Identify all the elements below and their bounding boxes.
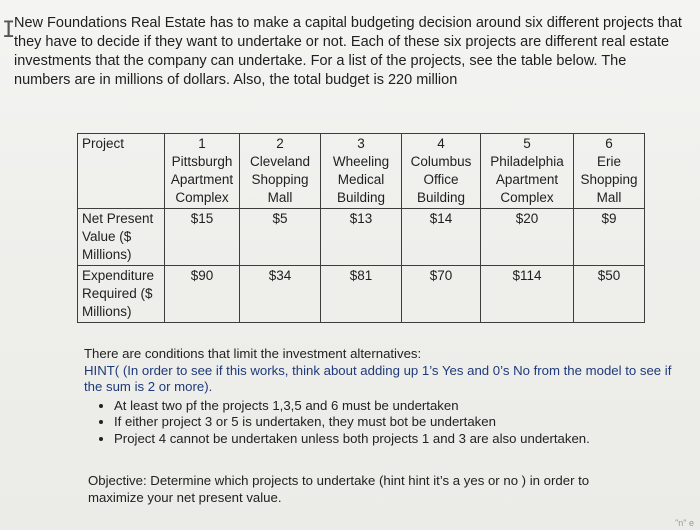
project-4-number: 4: [437, 136, 445, 151]
project-3-number: 3: [357, 136, 365, 151]
project-3-npv: $13: [321, 209, 402, 266]
project-2-name: Cleveland Shopping Mall: [249, 154, 311, 205]
project-header-row: [78, 134, 645, 209]
intro-paragraph: New Foundations Real Estate has to make a capital budgeting decision around six different projects that they have to decide if they want to undertake or not. Each of these six projects are different real estate investments that the company can undertake. For a list of the projects, see the table below. The numbers are in millions of dollars. Also, the total budget is 220 million: [14, 15, 682, 88]
condition-item: • If either project 3 or 5 is undertaken, they must bot be undertaken: [114, 414, 684, 431]
project-row-label: Project: [78, 134, 165, 209]
npv-row: [78, 209, 645, 266]
condition-item: • Project 4 cannot be undertaken unless both projects 1 and 3 are also undertaken.: [114, 431, 684, 448]
project-4-npv: $14: [402, 209, 481, 266]
project-2-expenditure: $34: [240, 266, 321, 323]
hint-text: HINT( (In order to see if this works, think about adding up 1’s Yes and 0’s No from the model to see if the sum is 2 or more).: [84, 362, 672, 394]
project-5-npv: $20: [481, 209, 574, 266]
project-5-number: 5: [523, 136, 531, 151]
project-3-expenditure: $81: [321, 266, 402, 323]
project-4-expenditure: $70: [402, 266, 481, 323]
project-1-expenditure: $90: [165, 266, 240, 323]
project-6-npv: $9: [574, 209, 645, 266]
project-1-npv: $15: [165, 209, 240, 266]
condition-item: • At least two pf the projects 1,3,5 and 6 must be undertaken: [114, 398, 684, 415]
project-1-name: Pittsburgh Apartment Complex: [170, 154, 234, 205]
project-5-header: [481, 134, 574, 209]
project-2-npv: $5: [240, 209, 321, 266]
projects-table: [77, 133, 645, 323]
conditions-section: [84, 346, 684, 447]
project-1-number: 1: [198, 136, 206, 151]
project-1-header: [165, 134, 240, 209]
conditions-heading: There are conditions that limit the investment alternatives:: [84, 346, 422, 361]
project-3-name: Wheeling Medical Building: [332, 154, 390, 205]
project-5-expenditure: $114: [481, 266, 574, 323]
npv-row-label: Net Present Value ($ Millions): [78, 209, 165, 266]
project-4-header: [402, 134, 481, 209]
project-6-number: 6: [605, 136, 613, 151]
project-6-header: [574, 134, 645, 209]
corner-watermark: "n" e: [675, 518, 694, 528]
project-2-header: [240, 134, 321, 209]
project-4-name: Columbus Office Building: [410, 154, 472, 205]
objective-text: Objective: Determine which projects to undertake (hint hint it’s a yes or no ) in order to maximize your net present value.: [88, 473, 590, 505]
project-6-expenditure: $50: [574, 266, 645, 323]
project-3-header: [321, 134, 402, 209]
expenditure-row: [78, 266, 645, 323]
project-2-number: 2: [276, 136, 284, 151]
text-cursor-icon: I: [2, 18, 16, 43]
expenditure-row-label: Expenditure Required ($ Millions): [78, 266, 165, 323]
project-5-name: Philadelphia Apartment Complex: [490, 154, 564, 205]
project-6-name: Erie Shopping Mall: [580, 154, 638, 205]
conditions-list: [84, 398, 684, 448]
projects-table-container: [77, 133, 645, 323]
